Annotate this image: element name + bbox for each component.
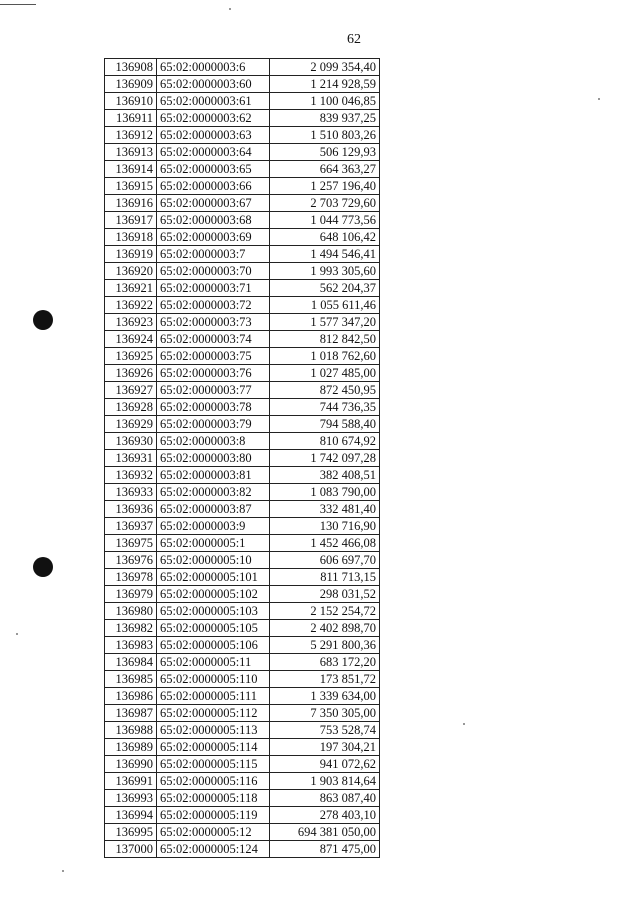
value-cell: 1 577 347,20 — [270, 314, 380, 331]
cadastral-number-cell: 65:02:0000003:78 — [157, 399, 270, 416]
top-edge-rule — [0, 4, 36, 5]
value-cell: 839 937,25 — [270, 110, 380, 127]
table-row — [105, 161, 380, 178]
cadastral-number-cell: 65:02:0000005:124 — [157, 841, 270, 858]
table-row — [105, 654, 380, 671]
scan-speck — [229, 8, 231, 10]
row-id-cell: 136926 — [105, 365, 157, 382]
table-row — [105, 790, 380, 807]
table-row — [105, 144, 380, 161]
row-id-cell: 136932 — [105, 467, 157, 484]
value-cell: 744 736,35 — [270, 399, 380, 416]
value-cell: 2 703 729,60 — [270, 195, 380, 212]
cadastral-number-cell: 65:02:0000003:72 — [157, 297, 270, 314]
table-row — [105, 450, 380, 467]
cadastral-number-cell: 65:02:0000005:101 — [157, 569, 270, 586]
value-cell: 664 363,27 — [270, 161, 380, 178]
row-id-cell: 136933 — [105, 484, 157, 501]
row-id-cell: 136919 — [105, 246, 157, 263]
row-id-cell: 136937 — [105, 518, 157, 535]
value-cell: 871 475,00 — [270, 841, 380, 858]
cadastral-number-cell: 65:02:0000003:74 — [157, 331, 270, 348]
cadastral-number-cell: 65:02:0000003:65 — [157, 161, 270, 178]
table-row — [105, 416, 380, 433]
cadastral-number-cell: 65:02:0000003:81 — [157, 467, 270, 484]
table-row — [105, 263, 380, 280]
value-cell: 197 304,21 — [270, 739, 380, 756]
value-cell: 1 993 305,60 — [270, 263, 380, 280]
value-cell: 332 481,40 — [270, 501, 380, 518]
table-row — [105, 586, 380, 603]
value-cell: 941 072,62 — [270, 756, 380, 773]
row-id-cell: 136917 — [105, 212, 157, 229]
value-cell: 1 055 611,46 — [270, 297, 380, 314]
row-id-cell: 136991 — [105, 773, 157, 790]
cadastral-number-cell: 65:02:0000003:66 — [157, 178, 270, 195]
value-cell: 2 099 354,40 — [270, 59, 380, 76]
row-id-cell: 136909 — [105, 76, 157, 93]
cadastral-number-cell: 65:02:0000005:1 — [157, 535, 270, 552]
row-id-cell: 136987 — [105, 705, 157, 722]
row-id-cell: 136983 — [105, 637, 157, 654]
table-row — [105, 739, 380, 756]
cadastral-number-cell: 65:02:0000003:64 — [157, 144, 270, 161]
table-row — [105, 637, 380, 654]
cadastral-number-cell: 65:02:0000003:70 — [157, 263, 270, 280]
scan-speck — [463, 723, 465, 725]
value-cell: 811 713,15 — [270, 569, 380, 586]
cadastral-number-cell: 65:02:0000005:106 — [157, 637, 270, 654]
value-cell: 2 402 898,70 — [270, 620, 380, 637]
row-id-cell: 136931 — [105, 450, 157, 467]
row-id-cell: 136982 — [105, 620, 157, 637]
table-row — [105, 807, 380, 824]
table-row — [105, 229, 380, 246]
cadastral-number-cell: 65:02:0000003:69 — [157, 229, 270, 246]
cadastral-number-cell: 65:02:0000005:112 — [157, 705, 270, 722]
row-id-cell: 136989 — [105, 739, 157, 756]
value-cell: 278 403,10 — [270, 807, 380, 824]
table-row — [105, 467, 380, 484]
row-id-cell: 136979 — [105, 586, 157, 603]
table-row — [105, 688, 380, 705]
cadastral-number-cell: 65:02:0000005:12 — [157, 824, 270, 841]
table-row — [105, 569, 380, 586]
cadastral-number-cell: 65:02:0000005:11 — [157, 654, 270, 671]
row-id-cell: 136912 — [105, 127, 157, 144]
row-id-cell: 136980 — [105, 603, 157, 620]
table-row — [105, 841, 380, 858]
row-id-cell: 136975 — [105, 535, 157, 552]
value-cell: 1 742 097,28 — [270, 450, 380, 467]
row-id-cell: 136914 — [105, 161, 157, 178]
cadastral-number-cell: 65:02:0000003:63 — [157, 127, 270, 144]
row-id-cell: 136922 — [105, 297, 157, 314]
table-body — [105, 59, 380, 858]
row-id-cell: 136928 — [105, 399, 157, 416]
value-cell: 1 100 046,85 — [270, 93, 380, 110]
table-row — [105, 518, 380, 535]
cadastral-number-cell: 65:02:0000005:116 — [157, 773, 270, 790]
value-cell: 1 339 634,00 — [270, 688, 380, 705]
page-number: 62 — [347, 32, 361, 47]
row-id-cell: 136985 — [105, 671, 157, 688]
cadastral-number-cell: 65:02:0000003:68 — [157, 212, 270, 229]
value-cell: 2 152 254,72 — [270, 603, 380, 620]
row-id-cell: 136911 — [105, 110, 157, 127]
table-row — [105, 399, 380, 416]
value-cell: 1 044 773,56 — [270, 212, 380, 229]
value-cell: 173 851,72 — [270, 671, 380, 688]
value-cell: 1 494 546,41 — [270, 246, 380, 263]
table-row — [105, 348, 380, 365]
row-id-cell: 136925 — [105, 348, 157, 365]
cadastral-number-cell: 65:02:0000003:82 — [157, 484, 270, 501]
value-cell: 562 204,37 — [270, 280, 380, 297]
cadastral-number-cell: 65:02:0000003:71 — [157, 280, 270, 297]
cadastral-number-cell: 65:02:0000003:73 — [157, 314, 270, 331]
row-id-cell: 136986 — [105, 688, 157, 705]
table-row — [105, 280, 380, 297]
value-cell: 298 031,52 — [270, 586, 380, 603]
cadastral-number-cell: 65:02:0000003:8 — [157, 433, 270, 450]
table-row — [105, 314, 380, 331]
cadastral-number-cell: 65:02:0000005:105 — [157, 620, 270, 637]
cadastral-number-cell: 65:02:0000003:77 — [157, 382, 270, 399]
cadastral-number-cell: 65:02:0000003:87 — [157, 501, 270, 518]
row-id-cell: 136930 — [105, 433, 157, 450]
row-id-cell: 136923 — [105, 314, 157, 331]
table-row — [105, 773, 380, 790]
row-id-cell: 136978 — [105, 569, 157, 586]
cadastral-number-cell: 65:02:0000005:111 — [157, 688, 270, 705]
value-cell: 130 716,90 — [270, 518, 380, 535]
value-cell: 5 291 800,36 — [270, 637, 380, 654]
table-row — [105, 705, 380, 722]
scan-speck — [16, 633, 18, 635]
scan-speck — [598, 98, 600, 100]
value-cell: 606 697,70 — [270, 552, 380, 569]
row-id-cell: 136927 — [105, 382, 157, 399]
cadastral-number-cell: 65:02:0000005:10 — [157, 552, 270, 569]
value-cell: 1 027 485,00 — [270, 365, 380, 382]
value-cell: 648 106,42 — [270, 229, 380, 246]
row-id-cell: 136990 — [105, 756, 157, 773]
cadastral-number-cell: 65:02:0000003:67 — [157, 195, 270, 212]
row-id-cell: 136908 — [105, 59, 157, 76]
value-cell: 1 452 466,08 — [270, 535, 380, 552]
row-id-cell: 136918 — [105, 229, 157, 246]
value-cell: 863 087,40 — [270, 790, 380, 807]
value-cell: 872 450,95 — [270, 382, 380, 399]
table-row — [105, 246, 380, 263]
cadastral-number-cell: 65:02:0000003:61 — [157, 93, 270, 110]
cadastral-value-table — [104, 58, 380, 858]
value-cell: 1 510 803,26 — [270, 127, 380, 144]
cadastral-number-cell: 65:02:0000005:118 — [157, 790, 270, 807]
cadastral-number-cell: 65:02:0000003:79 — [157, 416, 270, 433]
cadastral-number-cell: 65:02:0000003:80 — [157, 450, 270, 467]
table-row — [105, 297, 380, 314]
value-cell: 753 528,74 — [270, 722, 380, 739]
punch-hole — [33, 310, 53, 330]
cadastral-number-cell: 65:02:0000003:76 — [157, 365, 270, 382]
value-cell: 1 083 790,00 — [270, 484, 380, 501]
row-id-cell: 137000 — [105, 841, 157, 858]
table-row — [105, 195, 380, 212]
row-id-cell: 136984 — [105, 654, 157, 671]
table-row — [105, 365, 380, 382]
table-row — [105, 484, 380, 501]
value-cell: 1 018 762,60 — [270, 348, 380, 365]
row-id-cell: 136994 — [105, 807, 157, 824]
value-cell: 794 588,40 — [270, 416, 380, 433]
value-cell: 812 842,50 — [270, 331, 380, 348]
table-row — [105, 535, 380, 552]
table-row — [105, 671, 380, 688]
value-cell: 694 381 050,00 — [270, 824, 380, 841]
cadastral-number-cell: 65:02:0000005:103 — [157, 603, 270, 620]
row-id-cell: 136976 — [105, 552, 157, 569]
table-row — [105, 824, 380, 841]
row-id-cell: 136910 — [105, 93, 157, 110]
punch-hole — [33, 557, 53, 577]
table-row — [105, 76, 380, 93]
cadastral-number-cell: 65:02:0000005:114 — [157, 739, 270, 756]
cadastral-number-cell: 65:02:0000003:62 — [157, 110, 270, 127]
value-cell: 1 214 928,59 — [270, 76, 380, 93]
cadastral-number-cell: 65:02:0000003:75 — [157, 348, 270, 365]
value-cell: 1 257 196,40 — [270, 178, 380, 195]
table-row — [105, 127, 380, 144]
row-id-cell: 136929 — [105, 416, 157, 433]
table-row — [105, 756, 380, 773]
row-id-cell: 136924 — [105, 331, 157, 348]
row-id-cell: 136916 — [105, 195, 157, 212]
row-id-cell: 136915 — [105, 178, 157, 195]
value-cell: 382 408,51 — [270, 467, 380, 484]
value-cell: 506 129,93 — [270, 144, 380, 161]
table-row — [105, 212, 380, 229]
table-row — [105, 433, 380, 450]
value-cell: 1 903 814,64 — [270, 773, 380, 790]
value-cell: 810 674,92 — [270, 433, 380, 450]
table-row — [105, 59, 380, 76]
table-row — [105, 552, 380, 569]
value-cell: 683 172,20 — [270, 654, 380, 671]
row-id-cell: 136921 — [105, 280, 157, 297]
cadastral-number-cell: 65:02:0000003:9 — [157, 518, 270, 535]
row-id-cell: 136995 — [105, 824, 157, 841]
table-row — [105, 501, 380, 518]
cadastral-number-cell: 65:02:0000003:60 — [157, 76, 270, 93]
value-cell: 7 350 305,00 — [270, 705, 380, 722]
cadastral-number-cell: 65:02:0000005:115 — [157, 756, 270, 773]
table-row — [105, 382, 380, 399]
cadastral-number-cell: 65:02:0000005:113 — [157, 722, 270, 739]
table-row — [105, 110, 380, 127]
row-id-cell: 136988 — [105, 722, 157, 739]
cadastral-number-cell: 65:02:0000005:102 — [157, 586, 270, 603]
scan-speck — [62, 870, 64, 872]
cadastral-number-cell: 65:02:0000003:6 — [157, 59, 270, 76]
table-row — [105, 620, 380, 637]
table-row — [105, 93, 380, 110]
table-row — [105, 722, 380, 739]
row-id-cell: 136993 — [105, 790, 157, 807]
row-id-cell: 136936 — [105, 501, 157, 518]
cadastral-number-cell: 65:02:0000003:7 — [157, 246, 270, 263]
row-id-cell: 136913 — [105, 144, 157, 161]
cadastral-number-cell: 65:02:0000005:110 — [157, 671, 270, 688]
table-row — [105, 603, 380, 620]
row-id-cell: 136920 — [105, 263, 157, 280]
cadastral-number-cell: 65:02:0000005:119 — [157, 807, 270, 824]
table-row — [105, 178, 380, 195]
table-row — [105, 331, 380, 348]
